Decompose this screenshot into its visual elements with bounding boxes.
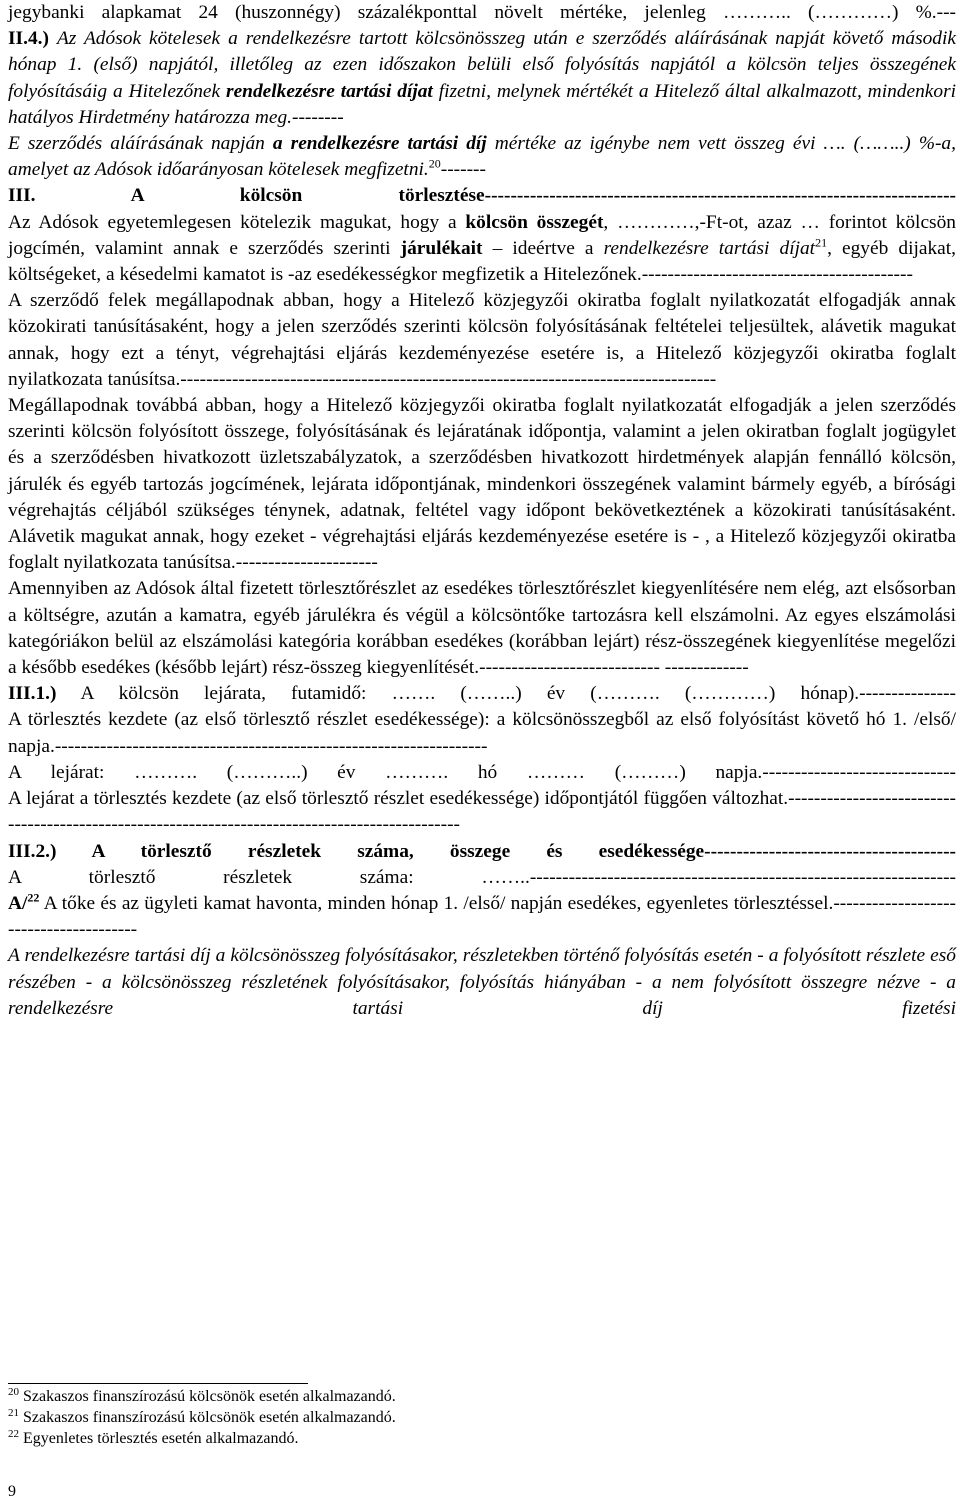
text-run: Megállapodnak továbbá abban, hogy a Hitelező közjegyzői okiratba foglalt nyilatkozatát elfogadják a jelen szerződés szerinti kölcsön folyósított összege, folyósításának és lejáratának időpontja, valamint a jelen okiratban foglalt jogügylet és a szerződésben hivatkozott üzletszabályzatok, a szerződésben hivatkozott hirdetmények alapján fennálló kölcsön, járulék és egyéb tartozás jogcímének, lejárata időpontjának, mindenkori összegének valamint bármely egyéb, a bírósági végrehajtás céljából szükséges ténynek, adatnak, feltétel vagy időpont bekövetkeztének a közokirati tanúsításaként. Alávetik magukat annak, hogy ezeket - végrehajtási eljárás kezdeményezése esetére is - , a Hitelező közjegyzői okiratba foglalt nyilatkozata tanúsítsa.---------------------- bbox=[8, 395, 956, 574]
paragraph bbox=[8, 865, 956, 891]
text-run: járulékait bbox=[400, 237, 483, 259]
text-run: A szerződő felek megállapodnak abban, hogy a Hitelező közjegyzői okiratba foglalt nyilatkozatát elfogadják annak közokirati tanúsításaként, hogy a jelen szerződés szerinti kölcsön folyósításának feltételei teljesültek, alávetik magukat annak, hogy ezt a tényt, végrehajtási eljárás kezdeményezése esetére is, a Hitelező közjegyzői okiratba foglalt nyilatkozata tanúsítsa.----------------------------------------------------------------------------------- bbox=[8, 290, 956, 390]
paragraph bbox=[8, 681, 956, 707]
text-run: Amennyiben az Adósok által fizetett törlesztőrészlet az esedékes törlesztőrészlet kiegyenlítésére nem elég, azt elsősorban a költségre, azután a kamatra, egyéb járulékra és végül a kölcsöntőke tartozásra kell elszámolni. Az egyes elszámolási kategóriákon belül az elszámolási kategória korábban esedékes (korábban lejárt) rész-összegének kiegyenlítése megelőzi a később esedékes (később lejárt) rész-összeg kiegyenlítését.---------------------------- ------------- bbox=[8, 578, 956, 679]
text-run: A törlesztő részletek száma: ……..------------------------------------------------------------------ bbox=[8, 866, 956, 888]
text-run: A törlesztés kezdete (az első törlesztő részlet esedékessége): a kölcsönösszegből az első folyósítást követő hó 1. /első/ napja.------------------------------------------------------------------- bbox=[8, 709, 956, 757]
text-run: A kölcsön lejárata, futamidő: ……. (……..) év (………. (…………) hónap).--------------- bbox=[56, 683, 956, 705]
paragraph bbox=[8, 707, 956, 759]
text-run: III. A kölcsön törlesztése------------------------------------------------------------------------- bbox=[8, 185, 956, 207]
footnote-text: Szakaszos finanszírozású kölcsönök esetén alkalmazandó. bbox=[23, 1409, 396, 1426]
paragraph bbox=[8, 576, 956, 681]
text-run: III.2.) A törlesztő részletek száma, összege és esedékessége--------------------------------------- bbox=[8, 840, 956, 862]
text-run: A/ bbox=[8, 892, 28, 914]
footnote-number: 22 bbox=[8, 1427, 19, 1440]
paragraph bbox=[8, 943, 956, 1022]
text-run: Az Adósok egyetemlegesen kötelezik magukat, hogy a bbox=[8, 211, 466, 233]
text-run: kölcsön összegét bbox=[465, 211, 604, 233]
page-number: 9 bbox=[8, 1483, 16, 1500]
footnote-reference: 22 bbox=[27, 890, 40, 905]
text-run: , …………,-Ft-ot, azaz … forintot kölcsön jogcímén, valamint annak e szerződés szerinti bbox=[8, 211, 956, 259]
paragraph bbox=[8, 786, 956, 838]
paragraph bbox=[8, 210, 956, 289]
text-run: A lejárat a törlesztés kezdete (az első törlesztő részlet esedékessége) időpontjától függően változhat.------------------------------------------------------------------------------------------------ bbox=[8, 788, 956, 836]
paragraph bbox=[8, 393, 956, 576]
text-run: III.1.) bbox=[8, 683, 57, 705]
footnote bbox=[8, 1407, 956, 1428]
paragraph bbox=[8, 839, 956, 865]
footnote-separator bbox=[8, 1383, 308, 1384]
paragraph bbox=[8, 760, 956, 786]
footnote-reference: 20 bbox=[428, 156, 441, 171]
text-run: E szerződés aláírásának napján bbox=[8, 133, 273, 155]
paragraph bbox=[8, 0, 956, 26]
footnote-number: 21 bbox=[8, 1406, 19, 1419]
text-run: A lejárat: ………. (………..) év ………. hó ……… (………) napja.------------------------------ bbox=[8, 761, 956, 783]
document-page bbox=[8, 0, 956, 1022]
paragraph bbox=[8, 891, 956, 943]
text-run: Az Adósok kötelesek a rendelkezésre tartott kölcsönösszeg után e szerződés aláírásának napját követő második hónap 1. (első) napjától, illetőleg az ezen időszakon belüli első folyósítás napjától a kölcsön teljes összegének folyósításáig a Hitelezőnek bbox=[8, 28, 956, 102]
text-run: rendelkezésre tartási díjat bbox=[226, 80, 433, 102]
text-run: a rendelkezésre tartási díj bbox=[272, 133, 487, 155]
footnote-text: Egyenletes törlesztés esetén alkalmazandó. bbox=[23, 1430, 299, 1447]
text-run: jegybanki alapkamat 24 (huszonnégy) százalékponttal növelt mértéke, jelenleg ……….. (…………) %.--- bbox=[8, 2, 956, 23]
text-run: A tőke és az ügyleti kamat havonta, minden hónap 1. /első/ napján esedékes, egyenletes törlesztéssel.--------------------------------------- bbox=[8, 892, 956, 941]
footnotes bbox=[8, 1386, 956, 1449]
paragraph bbox=[8, 26, 956, 131]
paragraph bbox=[8, 131, 956, 183]
text-run: rendelkezésre tartási díjat bbox=[603, 237, 816, 259]
footnote-number: 20 bbox=[8, 1385, 19, 1398]
text-run: – ideértve a bbox=[482, 237, 604, 259]
text-run: fizetni, melynek mértékét a Hitelező által alkalmazott, mindenkori hatályos Hirdetmény határozza meg.-------- bbox=[8, 80, 957, 128]
text-run: mértéke az igénybe nem vett összeg évi …. (……..) %-a, amelyet az Adósok időarányosan kötelesek megfizetni. bbox=[8, 133, 956, 181]
paragraph bbox=[8, 288, 956, 393]
text-run: A rendelkezésre tartási díj a kölcsönösszeg folyósításakor, részletekben történő folyósítás esetén - a folyósított részlete eső részében - a kölcsönösszeg részletének folyósításakor, folyósítás hiányában - a nem folyósított összegre nézve - a rendelkezésre tartási díj fizetési bbox=[8, 945, 956, 1019]
paragraph bbox=[8, 183, 956, 209]
text-run: ------- bbox=[440, 159, 486, 181]
footnote-text: Szakaszos finanszírozású kölcsönök esetén alkalmazandó. bbox=[23, 1388, 396, 1405]
text-run: , egyéb dijakat, költségeket, a késedelmi kamatot is -az esedékességkor megfizetik a Hitelezőnek.------------------------------------------ bbox=[8, 237, 956, 286]
footnote bbox=[8, 1386, 956, 1407]
footnote bbox=[8, 1428, 956, 1449]
footnote-reference: 21 bbox=[815, 235, 828, 250]
text-run: II.4.) bbox=[8, 28, 57, 50]
